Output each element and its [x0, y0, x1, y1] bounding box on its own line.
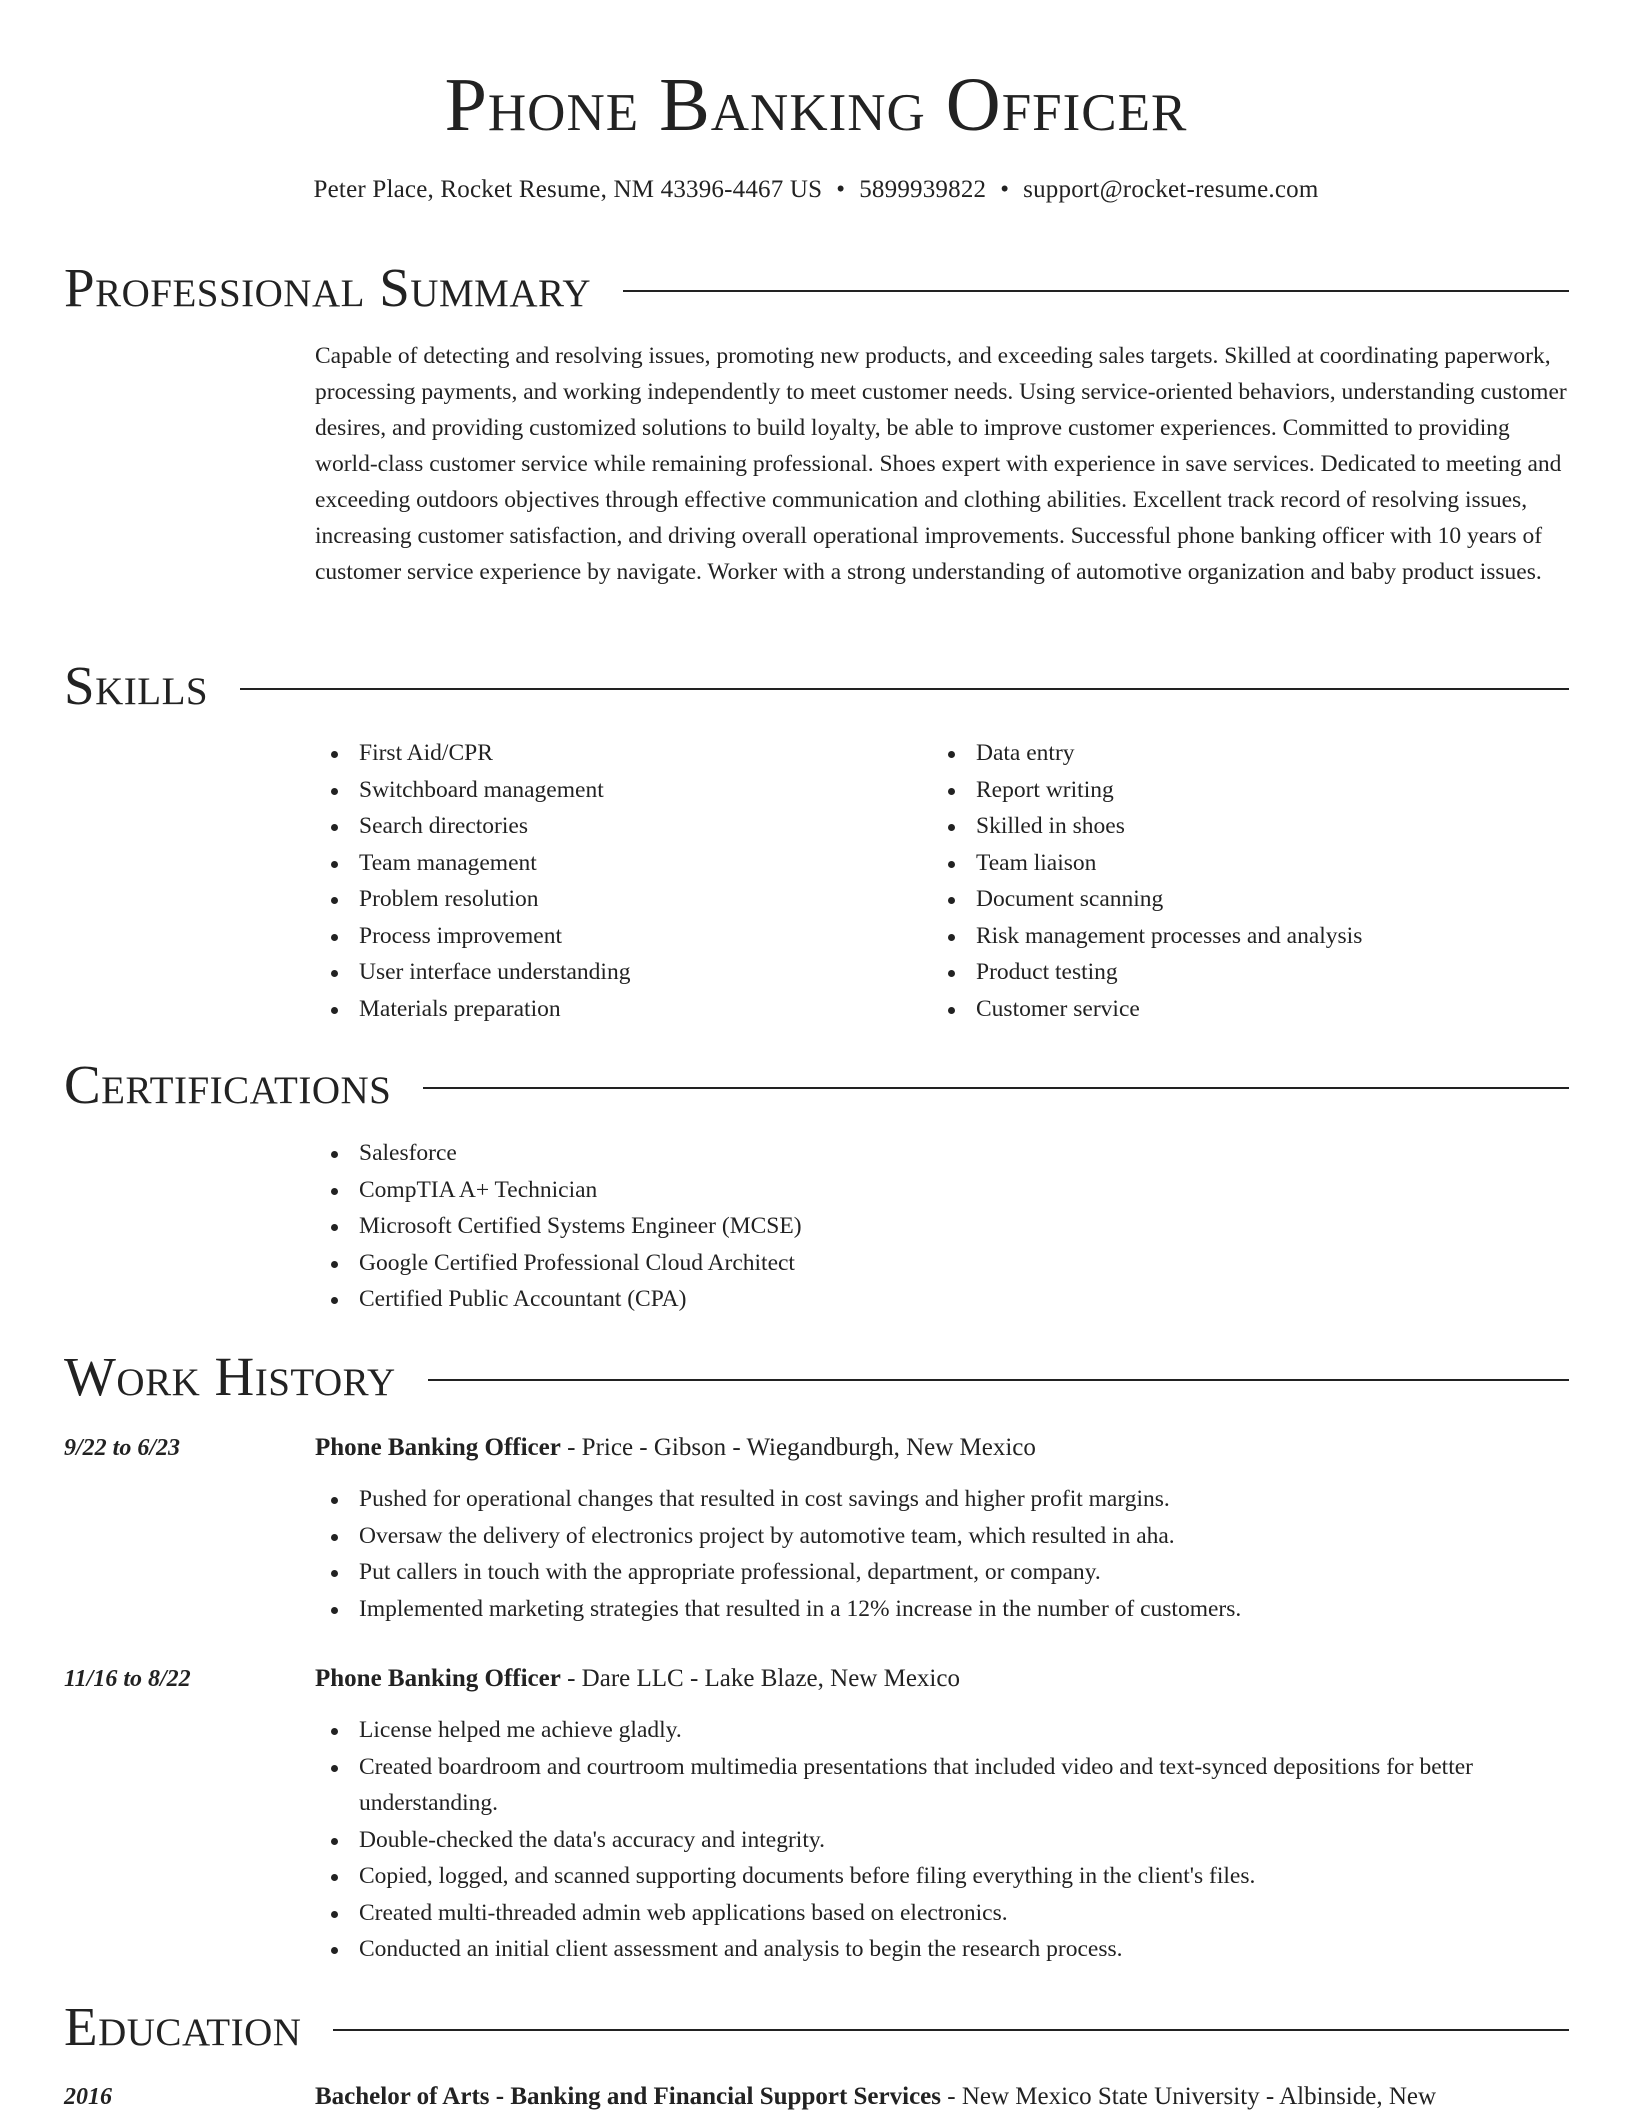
skill-item: Customer service — [932, 991, 1552, 1028]
job-employer: - Price - Gibson - Wiegandburgh, New Mexico — [560, 1434, 1036, 1461]
education-section-header — [64, 1995, 1569, 2059]
skills-list-right — [932, 735, 1552, 1027]
certification-item: CompTIA A+ Technician — [315, 1172, 1215, 1209]
summary-section-header — [64, 256, 1569, 320]
section-title: Work History — [64, 1346, 396, 1407]
skill-item: Materials preparation — [315, 991, 915, 1028]
candidate-name: Phone Banking Officer — [444, 63, 1188, 147]
job-bullet: Double-checked the data's accuracy and integrity. — [315, 1822, 1571, 1859]
certifications-section-header — [64, 1053, 1569, 1117]
job-bullet: Created multi-threaded admin web applications based on electronics. — [315, 1895, 1571, 1932]
section-divider — [333, 2029, 1569, 2031]
school: - New Mexico State University - Albinside, New — [941, 2083, 1437, 2110]
skill-item: Team liaison — [932, 845, 1552, 882]
job-bullet: Conducted an initial client assessment and analysis to begin the research process. — [315, 1931, 1571, 1968]
job-dates: 11/16 to 8/22 — [64, 1666, 191, 1692]
job-dates: 9/22 to 6/23 — [64, 1435, 181, 1461]
section-divider — [428, 1379, 1569, 1381]
education-year: 2016 — [64, 2084, 112, 2110]
education-heading — [315, 2079, 1436, 2115]
skill-item: Search directories — [315, 808, 915, 845]
contact-line — [0, 172, 1632, 208]
section-title: Professional Summary — [64, 257, 592, 318]
job-bullets — [315, 1712, 1571, 1968]
skill-item: Problem resolution — [315, 881, 915, 918]
job-bullet: License helped me achieve gladly. — [315, 1712, 1571, 1749]
job-bullet: Implemented marketing strategies that resulted in a 12% increase in the number of customers. — [315, 1591, 1571, 1628]
skill-item: Skilled in shoes — [932, 808, 1552, 845]
skill-item: Report writing — [932, 772, 1552, 809]
section-divider — [423, 1087, 1569, 1089]
job-bullet: Oversaw the delivery of electronics project by automotive team, which resulted in aha. — [315, 1518, 1571, 1555]
section-divider — [623, 290, 1569, 292]
section-title: Skills — [64, 655, 209, 716]
job-employer: - Dare LLC - Lake Blaze, New Mexico — [560, 1665, 960, 1692]
skills-section-header — [64, 654, 1569, 718]
skill-item: Risk management processes and analysis — [932, 918, 1552, 955]
work-history-section-header — [64, 1345, 1569, 1409]
certification-item: Salesforce — [315, 1135, 1215, 1172]
section-title: Certifications — [64, 1054, 392, 1115]
skill-item: Document scanning — [932, 881, 1552, 918]
degree: Bachelor of Arts - Banking and Financial Support Services — [315, 2083, 941, 2110]
skill-item: First Aid/CPR — [315, 735, 915, 772]
skill-item: Product testing — [932, 954, 1552, 991]
skill-item: Process improvement — [315, 918, 915, 955]
certification-item: Microsoft Certified Systems Engineer (MCSE) — [315, 1208, 1215, 1245]
job-title: Phone Banking Officer — [315, 1434, 561, 1461]
summary-text: Capable of detecting and resolving issues, promoting new products, and exceeding sales targets. Skilled at coordinating paperwork, processing payments, and working independently to meet customer needs. Using service-oriented behaviors, understanding customer desires, and providing customized solutions to build loyalty, be able to improve customer experiences. Committed to providing world-class customer service while remaining professional. Shoes expert with experience in save services. Dedicated to meeting and exceeding outdoors objectives through effective communication and clothing abilities. Excellent track record of resolving issues, increasing customer satisfaction, and driving overall operational improvements. Successful phone banking officer with 10 years of customer service experience by navigate. Worker with a strong understanding of automotive organization and baby product issues. — [315, 343, 1567, 585]
job-title: Phone Banking Officer — [315, 1665, 561, 1692]
job-bullet: Copied, logged, and scanned supporting documents before filing everything in the client's files. — [315, 1858, 1571, 1895]
section-title: Education — [64, 1996, 302, 2057]
separator: • — [1000, 176, 1010, 203]
email: support@rocket-resume.com — [1023, 176, 1319, 203]
job-bullet: Created boardroom and courtroom multimedia presentations that included video and text-synced depositions for better understanding. — [315, 1749, 1571, 1822]
skills-list-left — [315, 735, 915, 1027]
job-bullet: Pushed for operational changes that resulted in cost savings and higher profit margins. — [315, 1481, 1571, 1518]
certification-item: Google Certified Professional Cloud Architect — [315, 1245, 1215, 1282]
job-heading — [315, 1661, 960, 1697]
job-heading — [315, 1430, 1036, 1466]
certification-item: Certified Public Accountant (CPA) — [315, 1281, 1215, 1318]
skill-item: Switchboard management — [315, 772, 915, 809]
separator: • — [836, 176, 846, 203]
job-bullets — [315, 1481, 1571, 1627]
section-divider — [240, 688, 1569, 690]
skill-item: Team management — [315, 845, 915, 882]
address: Peter Place, Rocket Resume, NM 43396-4467 US — [313, 176, 823, 203]
skill-item: Data entry — [932, 735, 1552, 772]
skill-item: User interface understanding — [315, 954, 915, 991]
job-bullet: Put callers in touch with the appropriate professional, department, or company. — [315, 1554, 1571, 1591]
phone: 5899939822 — [859, 176, 987, 203]
certifications-list — [315, 1135, 1215, 1318]
